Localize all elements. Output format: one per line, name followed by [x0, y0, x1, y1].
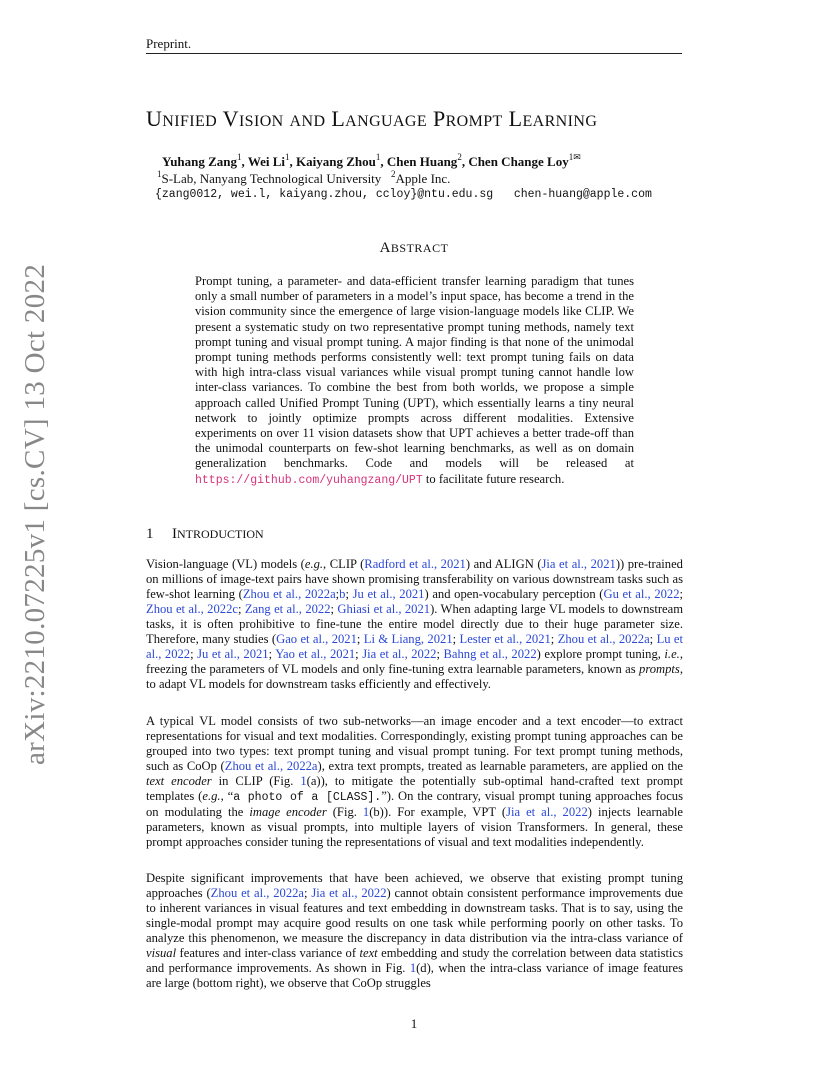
- citation-link[interactable]: Zang et al., 2022: [244, 602, 331, 617]
- emphasis: image encoder: [249, 805, 327, 820]
- author-affiliation-marker: 1: [375, 152, 381, 162]
- body-text: ;: [679, 587, 684, 602]
- body-text: , freezing the parameters of VL models and only fine-tuning extra learnable parameters, known as: [146, 647, 683, 677]
- body-text: ), extra text prompts, treated as learnable parameters, are applied on the: [317, 759, 683, 774]
- author-name: Yuhang Zang: [162, 154, 238, 169]
- body-text: Vision-language (VL) models (: [146, 557, 305, 571]
- emphasis: text encoder: [146, 774, 212, 789]
- citation-link[interactable]: Bahng et al., 2022: [443, 647, 537, 662]
- citation-link[interactable]: 1: [409, 961, 417, 976]
- emphasis: e.g.: [304, 557, 324, 571]
- author-affiliation-marker: 2: [457, 152, 462, 162]
- abstract-body: [195, 274, 634, 488]
- affiliation-1: S-Lab, Nanyang Technological University: [161, 171, 382, 186]
- title-word: PROMPT: [432, 106, 503, 131]
- prompt-template: a photo of a [CLASS].: [233, 791, 382, 805]
- citation-link[interactable]: Lester et al., 2021: [459, 632, 551, 647]
- body-text: ;: [436, 647, 444, 662]
- body-text: ;: [345, 587, 353, 602]
- citation-link[interactable]: Li & Liang, 2021: [363, 632, 453, 647]
- body-text: , “: [220, 789, 234, 804]
- citation-link[interactable]: 1: [300, 774, 307, 789]
- body-text: embedding and study the correlation between data statistics and performance improvements. As shown in Fig.: [146, 946, 683, 976]
- body-text: Despite significant improvements that have been achieved, we observe that existing prompt tuning approaches (: [146, 871, 683, 901]
- title-word: LEARNING: [508, 106, 598, 131]
- citation-link[interactable]: Radford et al., 2021: [364, 557, 466, 571]
- body-text: ;: [356, 632, 364, 647]
- body-text: (b)). For example, VPT (: [369, 805, 507, 820]
- body-text: ) and ALIGN (: [465, 557, 542, 571]
- body-text: ;: [649, 632, 657, 647]
- citation-link[interactable]: 1: [362, 805, 370, 820]
- body-text: ;: [355, 647, 363, 662]
- author-list: Yuhang Zang$^1$, Wei Li$^1$, Kaiyang Zhou$^1$, Chen Huang$^2$, Chen Change Loy$^{1✉}$: [162, 152, 581, 169]
- body-text: )) pre-trained on millions of image-text pairs have shown promising transferability on various downstream tasks such as few-shot learning (: [146, 557, 683, 602]
- affiliation-2-marker: 2: [391, 169, 396, 179]
- abstract-tail: to facilitate future research.: [425, 471, 565, 486]
- body-text: features and inter-class variance of: [176, 946, 360, 961]
- citation-link[interactable]: Zhou et al., 2022a: [557, 632, 650, 647]
- body-text: A typical VL model consists of two sub-networks—an image encoder and a text encoder—to extract representations for visual and text modalities. Correspondingly, existing prompt tuning approaches can be grouped into two types: text prompt tuning and visual prompt tuning. For text prompt tuning methods, such as CoOp (: [146, 714, 683, 774]
- body-text: in CLIP (Fig.: [211, 774, 301, 789]
- author-name: Chen Change Loy: [468, 154, 569, 169]
- intro-paragraph-1: [146, 557, 683, 692]
- section-heading: [146, 526, 264, 543]
- author-name: Kaiyang Zhou: [296, 154, 376, 169]
- body-text: ) and open-vocabulary perception (: [424, 587, 604, 602]
- citation-link[interactable]: Ghiasi et al., 2021: [337, 602, 431, 617]
- body-text: ;: [335, 587, 340, 602]
- citation-link[interactable]: b: [339, 587, 346, 602]
- body-text: ;: [304, 886, 312, 901]
- body-text: ) injects learnable parameters, known as visual prompts, into multiple layers of vision Transformers. In general, these prompt approaches consider tuning the representations of visual and text modalities independently.: [146, 805, 683, 850]
- citation-link[interactable]: Jia et al., 2022: [362, 647, 437, 662]
- affiliations: [157, 171, 450, 187]
- citation-link[interactable]: Ju et al., 2021: [352, 587, 425, 602]
- citation-link[interactable]: Zhou et al., 2022c: [146, 602, 238, 617]
- body-text: ). When adapting large VL models to downstream tasks, it is often prohibitive to fine-tune the entire model directly due to their huge parameter size. Therefore, many studies (: [146, 602, 683, 647]
- citation-link[interactable]: Zhou et al., 2022a: [210, 886, 305, 901]
- citation-link[interactable]: Gu et al., 2022: [603, 587, 680, 602]
- title-word: VISION: [222, 106, 284, 131]
- abstract-text: Prompt tuning, a parameter- and data-efficient transfer learning paradigm that tunes only a small number of parameters in a model’s input space, has become a trend in the vision community since the emergence of large vision-language models like CLIP. We present a systematic study on two representative prompt tuning methods, namely text prompt tuning and visual prompt tuning. A major finding is that none of the unimodal prompt tuning methods performs consistently well: text prompt tuning fails on data with high intra-class visual variances while visual prompt tuning cannot handle low inter-class variances. To combine the best from both worlds, we propose a simple approach called Unified Prompt Tuning (UPT), which essentially learns a tiny neural network to jointly optimize prompts across different modalities. Extensive experiments on over 11 vision datasets show that UPT achieves a better trade-off than the unimodal counterparts on few-shot learning benchmarks, as well as on domain generalization benchmarks. Code and models will be released at: [195, 274, 634, 471]
- section-title: INTRODUCTION: [172, 526, 264, 542]
- body-text: , CLIP (: [323, 557, 365, 571]
- section-number: 1: [146, 526, 154, 542]
- citation-link[interactable]: Ju et al., 2021: [197, 647, 269, 662]
- citation-link[interactable]: Yao et al., 2021: [275, 647, 356, 662]
- emphasis: e.g.: [202, 789, 221, 804]
- author-name: Chen Huang: [386, 154, 458, 169]
- body-text: , to adapt VL models for downstream tasks efficiently and effectively.: [146, 662, 683, 692]
- citation-link[interactable]: Zhou et al., 2022a: [224, 759, 318, 774]
- title-word: LANGUAGE: [331, 106, 428, 131]
- body-text: ;: [237, 602, 245, 617]
- running-header: Preprint.: [146, 36, 192, 51]
- title-word: UNIFIED: [146, 106, 218, 131]
- emphasis: i.e.: [664, 647, 680, 662]
- author-affiliation-marker: 1: [285, 152, 290, 162]
- affiliation-2: Apple Inc.: [395, 171, 451, 186]
- author-emails: {zang0012, wei.l, kaiyang.zhou, ccloy}@ntu.edu.sg chen-huang@apple.com: [155, 188, 652, 201]
- code-url-link[interactable]: https://github.com/yuhangzang/UPT: [195, 473, 423, 487]
- body-text: ) cannot obtain consistent performance improvements due to inherent variances in visual features and text embedding in downstream tasks. That is to say, using the single-modal prompt may acquire good results on one task while performing poorly on other tasks. To analyze this phenomenon, we measure the discrepancy in data distribution via the intra-class variance of: [146, 886, 683, 946]
- body-text: ) explore prompt tuning,: [536, 647, 665, 662]
- citation-link[interactable]: Jia et al., 2022: [506, 805, 588, 820]
- emphasis: text: [359, 946, 378, 961]
- body-text: ;: [452, 632, 460, 647]
- author-affiliation-marker: 1✉: [568, 152, 581, 162]
- body-text: ;: [268, 647, 276, 662]
- emphasis: visual: [146, 946, 177, 961]
- title-word: AND: [289, 113, 326, 130]
- abstract-heading: ABSTRACT: [379, 240, 449, 256]
- intro-paragraph-2: [146, 714, 683, 850]
- arxiv-stamp: arXiv:2210.07225v1 [cs.CV] 13 Oct 2022: [19, 263, 51, 765]
- intro-paragraph-3: [146, 871, 683, 991]
- body-text: ”). On the contrary, visual prompt tuning approaches focus on modulating the: [146, 789, 684, 820]
- citation-link[interactable]: Zhou et al., 2022a: [242, 587, 336, 602]
- body-text: (a)), to mitigate the potentially sub-optimal hand-crafted text prompt templates (: [146, 774, 684, 804]
- body-text: ;: [190, 647, 198, 662]
- citation-link[interactable]: Lu et al., 2022: [146, 632, 684, 662]
- citation-link[interactable]: Gao et al., 2021: [276, 632, 357, 647]
- header-rule: [146, 53, 682, 54]
- body-text: (d), when the intra-class variance of image features are large (bottom right), we observe that CoOp struggles: [146, 961, 683, 991]
- author-name: Wei Li: [247, 154, 286, 169]
- affiliation-1-marker: 1: [157, 169, 162, 179]
- page-number: 1: [410, 1016, 418, 1031]
- emphasis: prompts: [639, 662, 680, 677]
- citation-link[interactable]: Jia et al., 2022: [311, 886, 387, 901]
- author-affiliation-marker: 1: [237, 152, 242, 162]
- body-text: ;: [330, 602, 338, 617]
- body-text: (Fig.: [326, 805, 363, 820]
- body-text: ;: [550, 632, 558, 647]
- citation-link[interactable]: Jia et al., 2021: [541, 557, 616, 571]
- paper-title: [146, 106, 706, 132]
